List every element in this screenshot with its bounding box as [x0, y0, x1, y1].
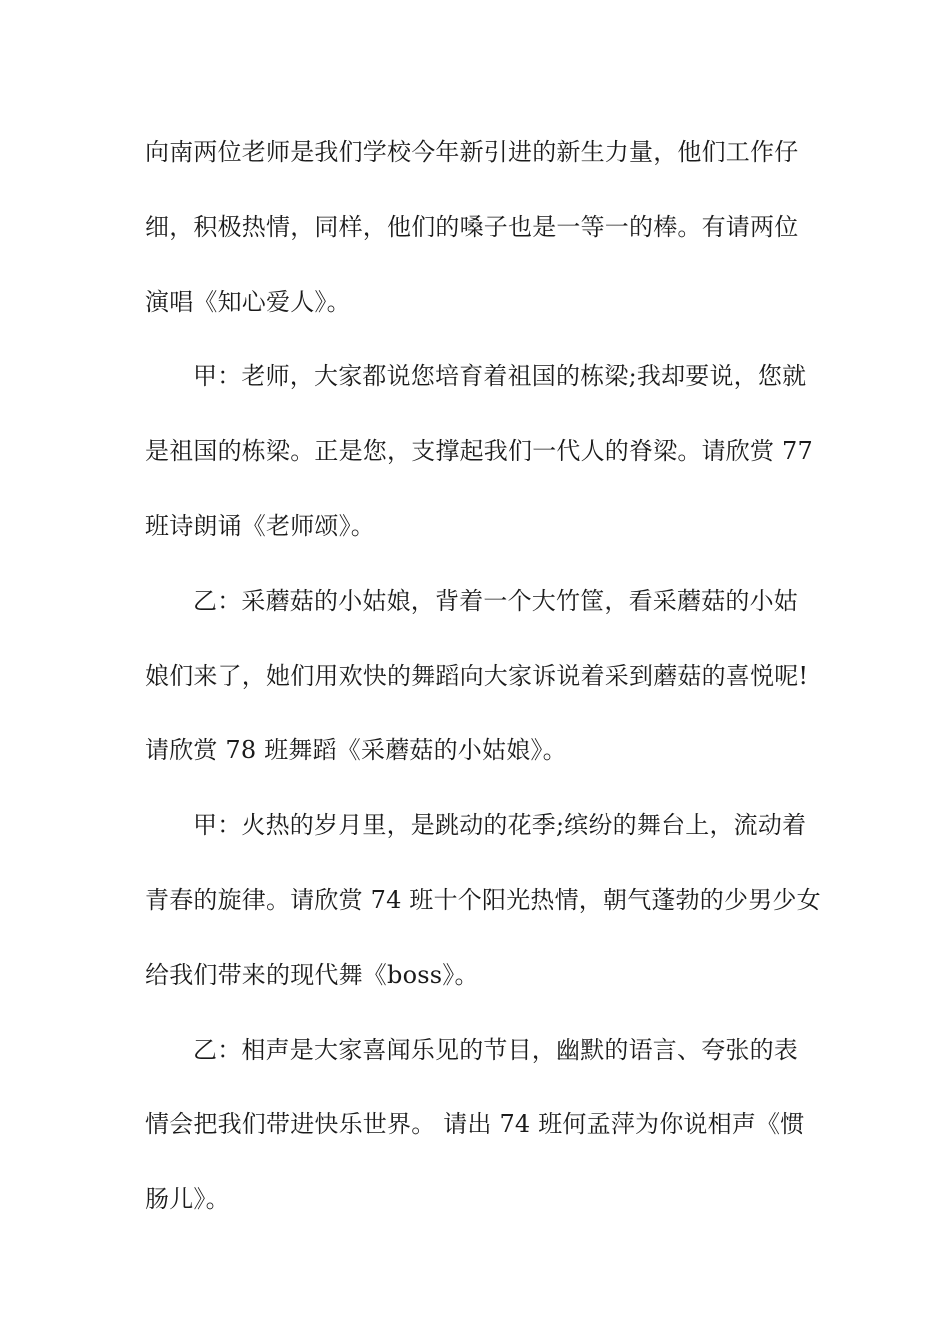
text-line: 向南两位老师是我们学校今年新引进的新生力量，他们工作仔	[145, 138, 799, 166]
paragraph-start-line: 甲：火热的岁月里，是跳动的花季;缤纷的舞台上，流动着	[193, 811, 807, 840]
text-line: 细，积极热情，同样，他们的嗓子也是一等一的棒。有请两位	[145, 212, 799, 241]
text-line: 是祖国的栋梁。正是您，支撑起我们一代人的脊梁。请欣赏 77	[145, 437, 813, 466]
text-line: 青春的旋律。请欣赏 74 班十个阳光热情，朝气蓬勃的少男少女	[145, 885, 821, 914]
paragraph-start-line: 乙：相声是大家喜闻乐见的节目，幽默的语言、夸张的表	[193, 1035, 798, 1064]
text-line: 情会把我们带进快乐世界。 请出 74 班何孟萍为你说相声《惯	[145, 1110, 805, 1139]
text-line: 娘们来了，她们用欢快的舞蹈向大家诉说着采到蘑菇的喜悦呢!	[145, 661, 809, 690]
text-line: 肠儿》。	[145, 1185, 230, 1214]
text-line: 请欣赏 78 班舞蹈《采蘑菇的小姑娘》。	[145, 736, 567, 765]
document-body	[145, 128, 821, 1250]
text-line: 班诗朗诵《老师颂》。	[145, 511, 375, 540]
text-line: 演唱《知心爱人》。	[145, 287, 351, 316]
paragraph-start-line: 甲：老师，大家都说您培育着祖国的栋梁;我却要说，您就	[193, 362, 807, 391]
text-line: 给我们带来的现代舞《boss》。	[145, 960, 479, 989]
paragraph-start-line: 乙：采蘑菇的小姑娘，背着一个大竹筐，看采蘑菇的小姑	[193, 586, 798, 615]
